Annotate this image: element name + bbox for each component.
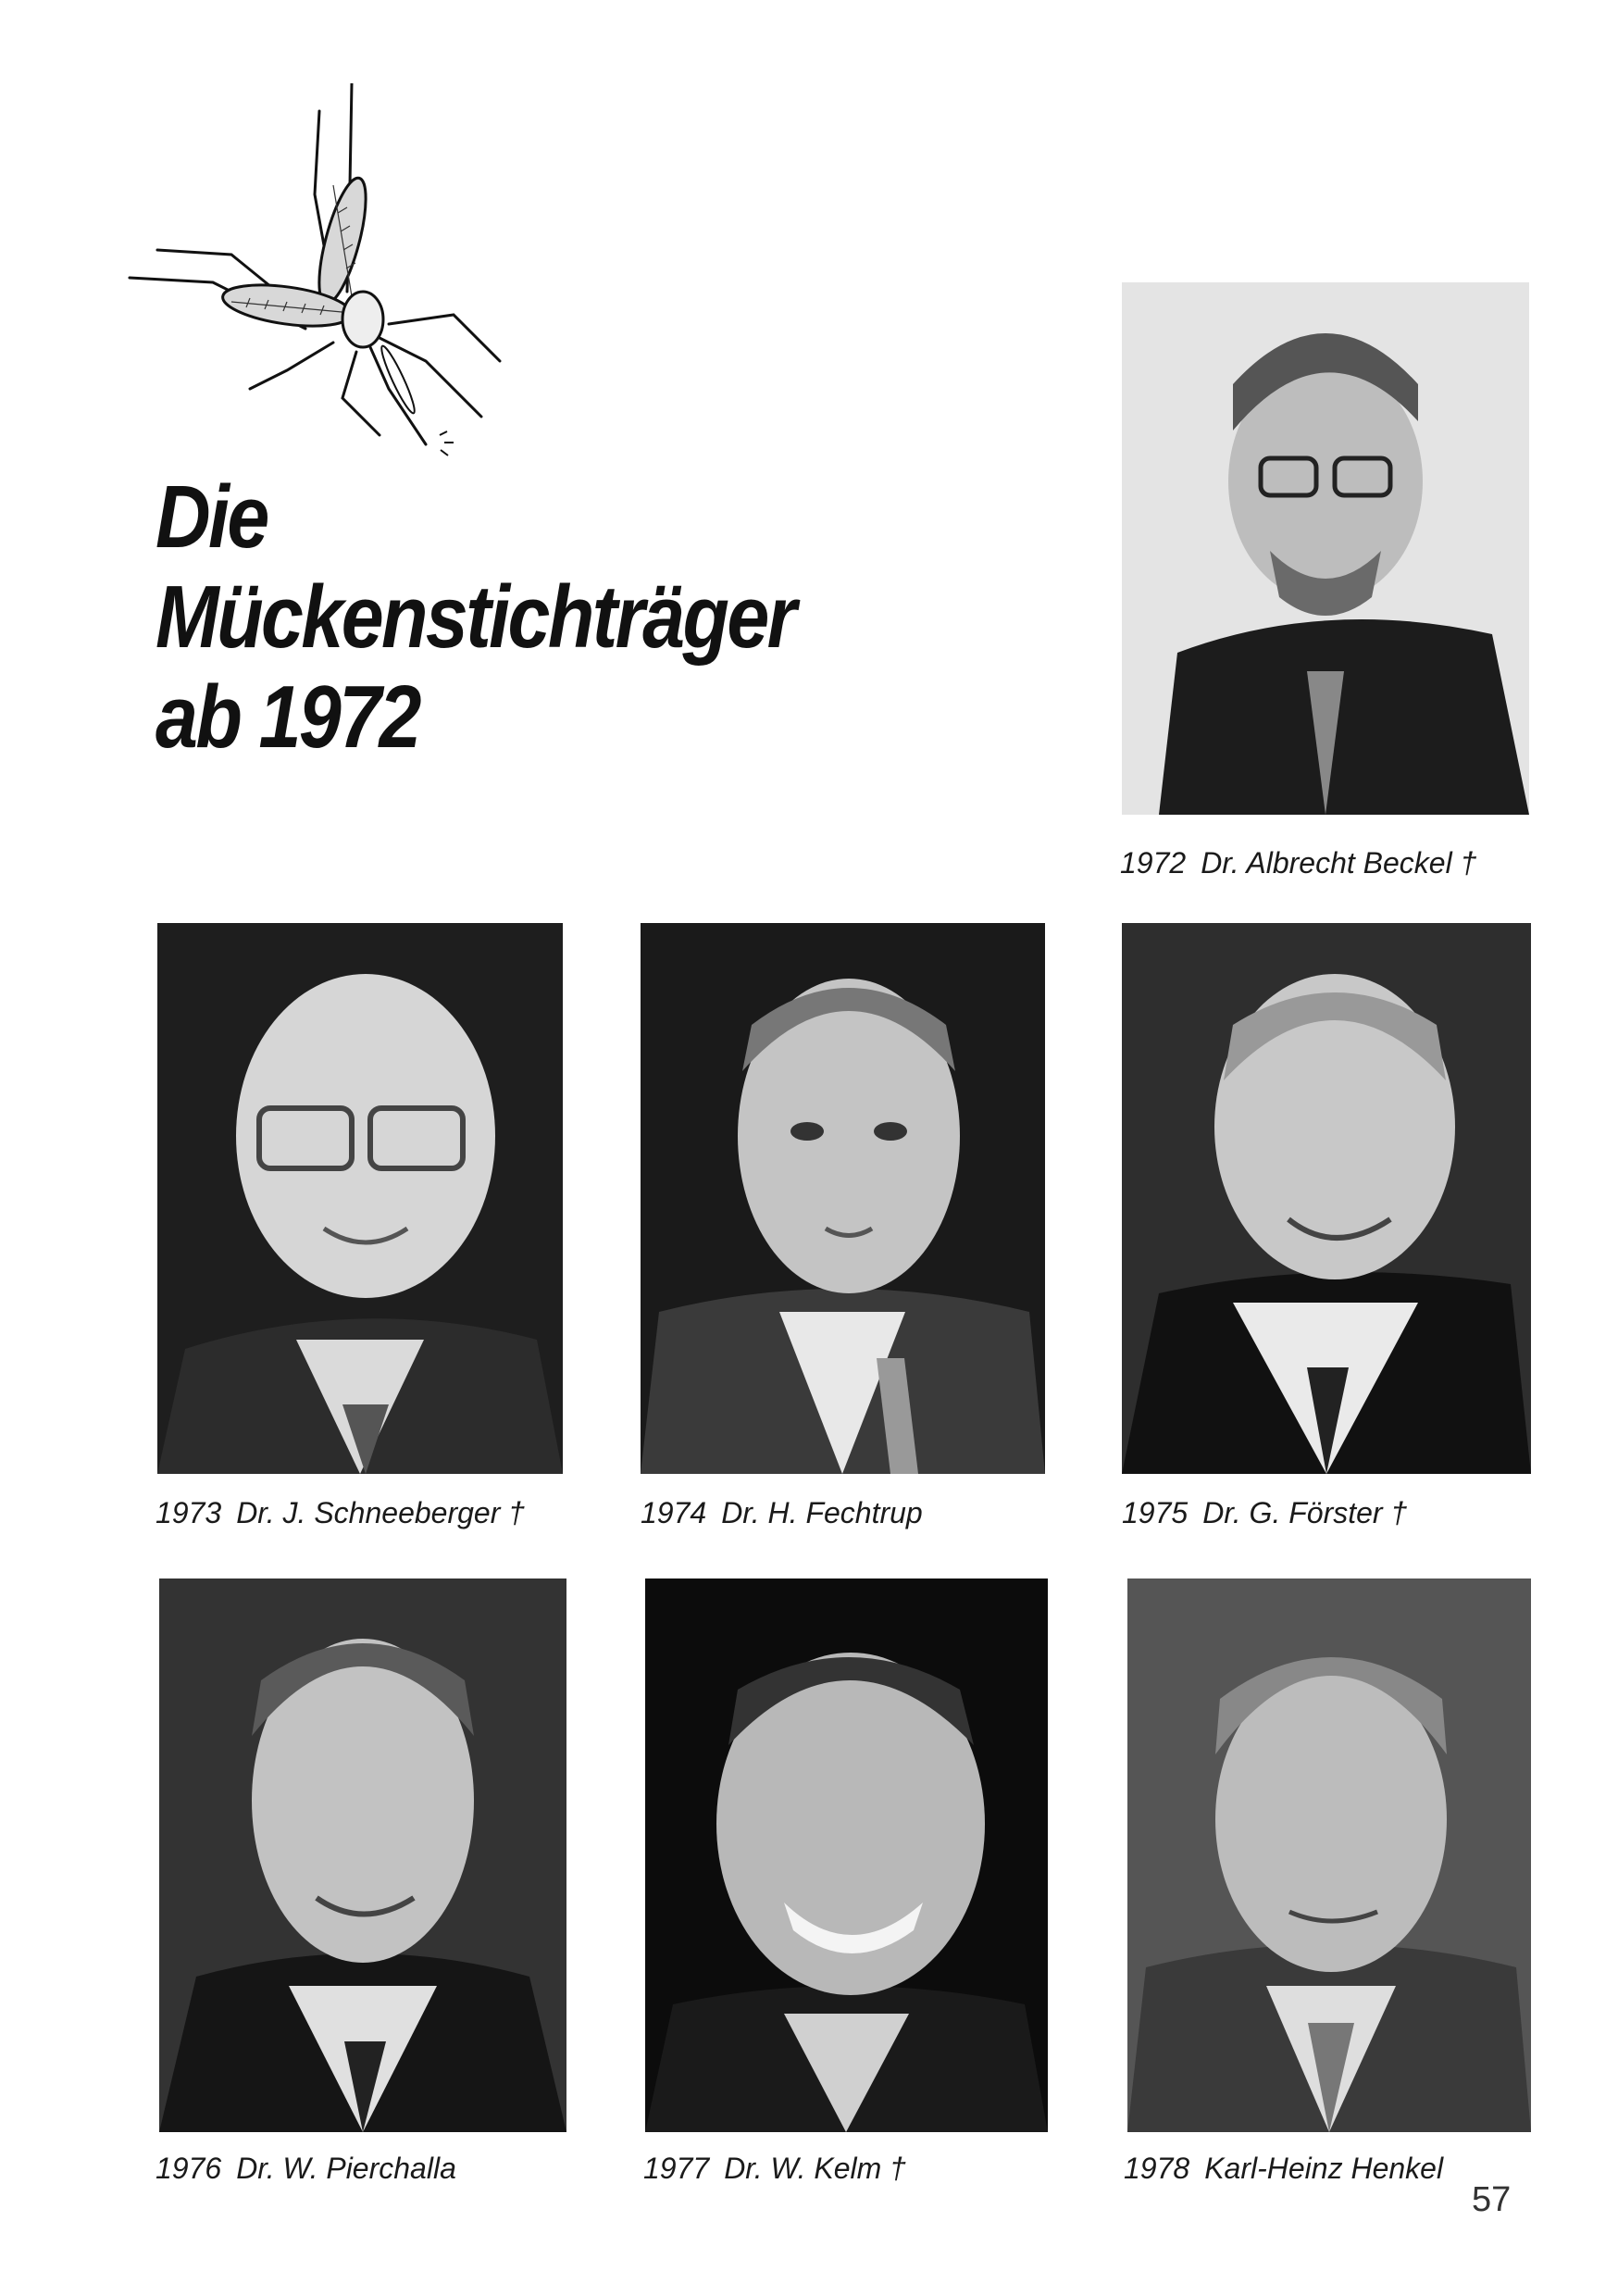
portrait-caption-1972 [1120, 844, 1476, 881]
portrait-photo-1975 [1122, 923, 1531, 1474]
caption-name: Dr. Albrecht Beckel † [1201, 846, 1477, 880]
caption-year: 1973 [156, 1496, 222, 1529]
page-title [156, 468, 794, 767]
portrait-caption-1975 [1122, 1494, 1407, 1531]
title-line-3: ab 1972 [156, 668, 419, 767]
caption-name: Karl-Heinz Henkel [1204, 2152, 1444, 2185]
portrait-caption-1976 [156, 2150, 456, 2187]
caption-name: Dr. J. Schneeberger † [236, 1496, 526, 1529]
caption-year: 1975 [1122, 1496, 1189, 1529]
caption-year: 1978 [1124, 2152, 1190, 2185]
caption-year: 1972 [1120, 846, 1187, 880]
portrait-photo-1976 [159, 1578, 566, 2132]
portrait-photo-1974 [641, 923, 1045, 1474]
caption-name: Dr. H. Fechtrup [721, 1496, 923, 1529]
portrait-photo-1977 [645, 1578, 1048, 2132]
portrait-photo-1973 [157, 923, 563, 1474]
caption-name: Dr. G. Förster † [1202, 1496, 1408, 1529]
caption-year: 1974 [641, 1496, 707, 1529]
portrait-caption-1977 [643, 2150, 906, 2187]
title-line-2: Mückenstichträger [156, 568, 795, 667]
portrait-photo-1972 [1122, 282, 1529, 815]
caption-year: 1977 [643, 2152, 710, 2185]
title-line-1: Die [156, 468, 268, 567]
portrait-caption-1978 [1124, 2150, 1443, 2187]
caption-name: Dr. W. Kelm † [724, 2152, 906, 2185]
page-number: 57 [1472, 2180, 1512, 2219]
portrait-photo-1978 [1127, 1578, 1531, 2132]
caption-name: Dr. W. Pierchalla [236, 2152, 456, 2185]
mosquito-illustration [120, 83, 518, 472]
caption-year: 1976 [156, 2152, 222, 2185]
portrait-caption-1974 [641, 1494, 923, 1531]
portrait-caption-1973 [156, 1494, 525, 1531]
